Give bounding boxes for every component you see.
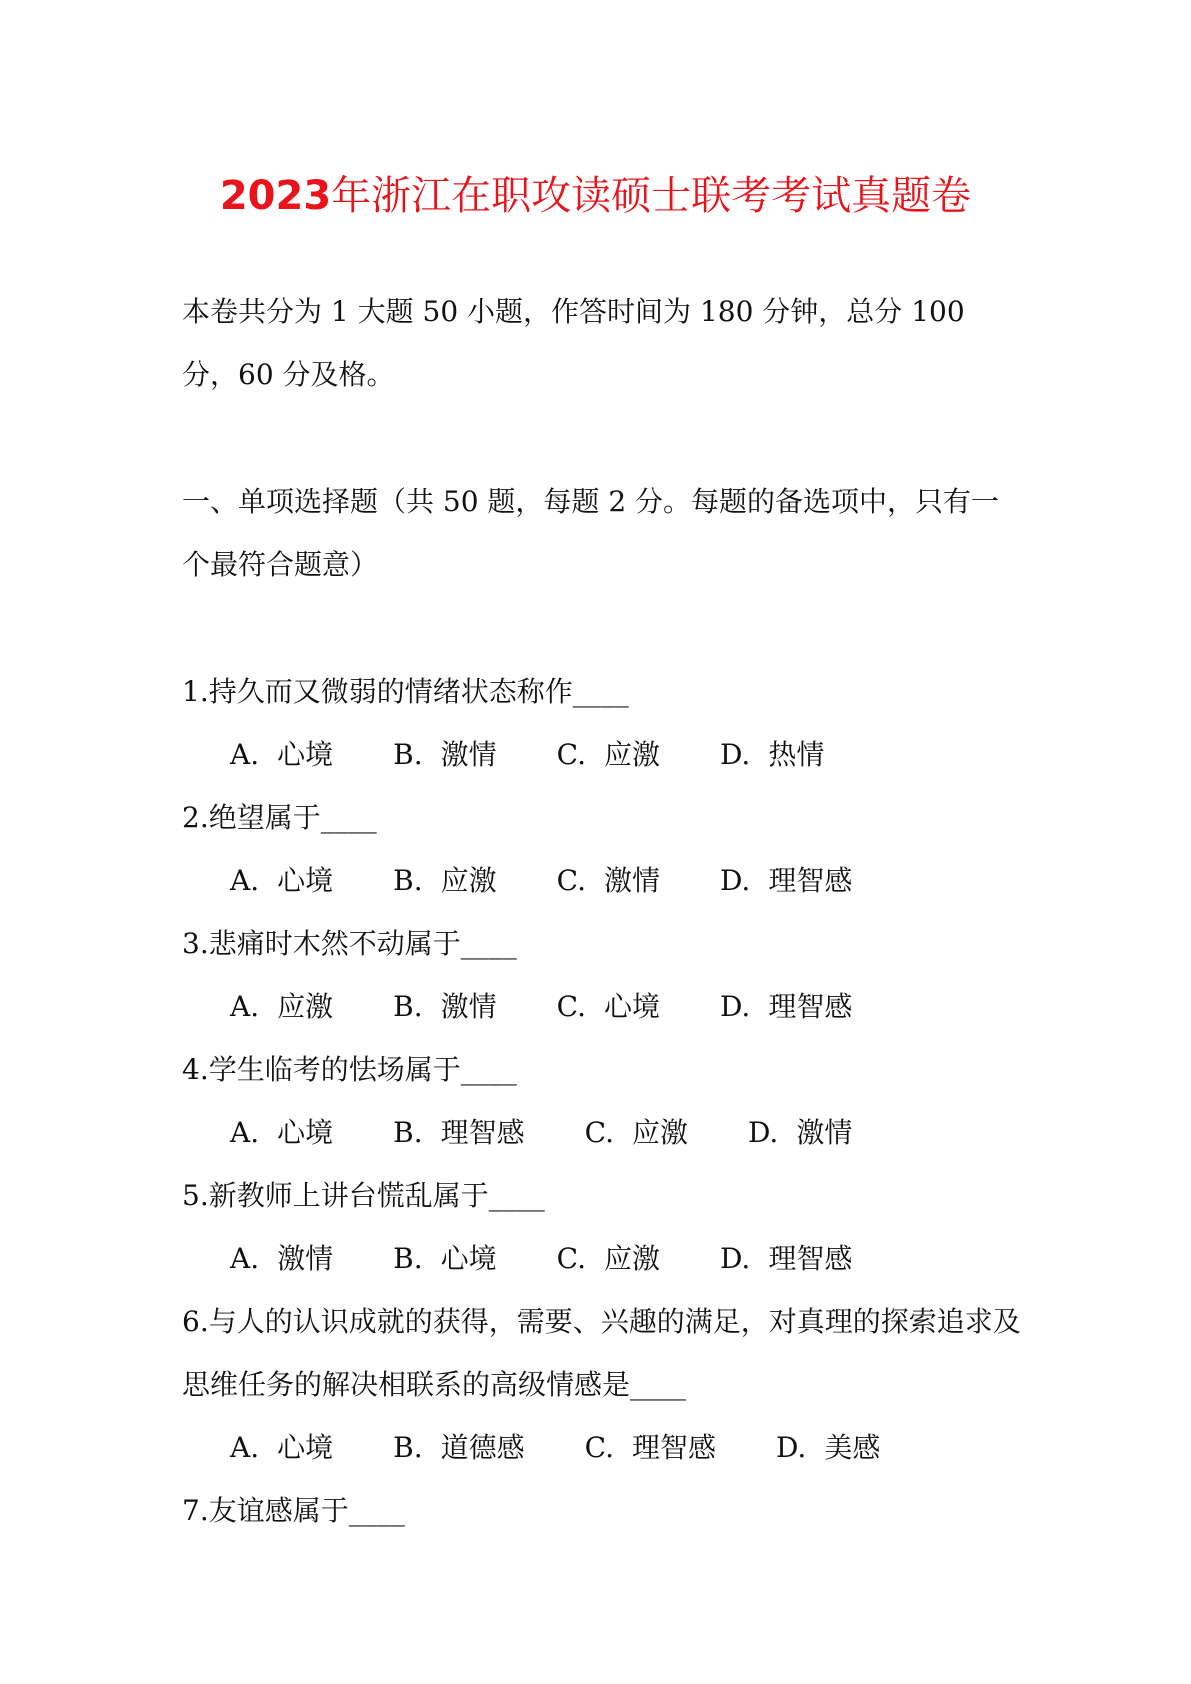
- option-text: 激情: [796, 1116, 853, 1149]
- option-letter: C.: [556, 990, 586, 1023]
- option-letter: B.: [393, 1431, 423, 1464]
- option-letter: A.: [230, 1242, 260, 1275]
- option-text: 激情: [440, 990, 497, 1023]
- option-letter: C.: [556, 738, 586, 771]
- answer-option: [557, 1227, 660, 1290]
- option-text: 应激: [631, 1116, 688, 1149]
- option-text: 热情: [768, 738, 825, 771]
- answer-option: [748, 1101, 852, 1164]
- option-letter: D.: [719, 864, 751, 897]
- answer-option: [230, 723, 333, 786]
- question-stem: 1.持久而又微弱的情绪状态称作____: [182, 675, 629, 708]
- answer-option: [393, 975, 497, 1038]
- title-text: 年浙江在职攻读硕士联考考试真题卷: [331, 173, 972, 219]
- question-item: [182, 1479, 1022, 1542]
- option-text: 激情: [277, 1242, 334, 1275]
- option-letter: A.: [230, 864, 260, 897]
- answer-option: [393, 723, 497, 786]
- question-options: [182, 1101, 1022, 1164]
- option-letter: D.: [775, 1431, 807, 1464]
- question-options: [182, 849, 1022, 912]
- question-stem: 2.绝望属于____: [182, 801, 377, 834]
- question-stem: 5.新教师上讲台慌乱属于____: [182, 1179, 545, 1212]
- option-text: 心境: [440, 1242, 497, 1275]
- option-text: 激情: [440, 738, 497, 771]
- option-letter: B.: [393, 1242, 423, 1275]
- option-letter: B.: [393, 738, 423, 771]
- option-text: 心境: [277, 1116, 334, 1149]
- answer-option: [230, 849, 333, 912]
- option-text: 应激: [603, 1242, 660, 1275]
- document-title: [0, 168, 1191, 224]
- option-text: 理智感: [768, 990, 853, 1023]
- answer-option: [557, 723, 660, 786]
- option-text: 理智感: [631, 1431, 716, 1464]
- answer-option: [585, 1416, 716, 1479]
- question-options: [182, 975, 1022, 1038]
- option-letter: A.: [230, 738, 260, 771]
- option-text: 应激: [603, 738, 660, 771]
- question-options: [182, 723, 1022, 786]
- option-letter: C.: [556, 1242, 586, 1275]
- answer-option: [393, 1416, 525, 1479]
- option-letter: D.: [719, 1242, 751, 1275]
- question-stem: 6.与人的认识成就的获得，需要、兴趣的满足，对真理的探索追求及思维任务的解决相联系的高级情感是____: [182, 1305, 1021, 1401]
- question-options: [182, 1227, 1022, 1290]
- option-text: 心境: [603, 990, 660, 1023]
- option-text: 心境: [277, 738, 334, 771]
- answer-option: [230, 975, 333, 1038]
- option-text: 理智感: [768, 1242, 853, 1275]
- answer-option: [720, 1227, 852, 1290]
- question-stem: 4.学生临考的怯场属于____: [182, 1053, 517, 1086]
- exam-intro: 本卷共分为 1 大题 50 小题，作答时间为 180 分钟，总分 100 分，60 分及格。: [182, 295, 965, 391]
- answer-option: [720, 975, 852, 1038]
- option-letter: C.: [584, 1116, 614, 1149]
- option-text: 美感: [824, 1431, 881, 1464]
- option-text: 理智感: [768, 864, 853, 897]
- question-item: [182, 1038, 1022, 1164]
- option-letter: D.: [747, 1116, 779, 1149]
- answer-option: [557, 975, 660, 1038]
- title-year: 2023: [219, 173, 332, 219]
- question-list: [182, 660, 1022, 1542]
- option-text: 应激: [440, 864, 497, 897]
- option-text: 心境: [277, 864, 334, 897]
- option-letter: B.: [393, 1116, 423, 1149]
- section-heading: 一、单项选择题（共 50 题，每题 2 分。每题的备选项中，只有一个最符合题意）: [182, 485, 1000, 581]
- answer-option: [230, 1416, 333, 1479]
- question-stem: 7.友谊感属于____: [182, 1494, 405, 1527]
- question-options: [182, 1416, 1022, 1479]
- option-letter: A.: [230, 1431, 260, 1464]
- option-letter: A.: [230, 1116, 260, 1149]
- option-letter: D.: [719, 738, 751, 771]
- answer-option: [557, 849, 660, 912]
- answer-option: [230, 1101, 333, 1164]
- option-text: 激情: [603, 864, 660, 897]
- option-letter: B.: [393, 864, 423, 897]
- option-letter: D.: [719, 990, 751, 1023]
- answer-option: [776, 1416, 880, 1479]
- option-text: 心境: [277, 1431, 334, 1464]
- question-stem: 3.悲痛时木然不动属于____: [182, 927, 517, 960]
- option-text: 道德感: [440, 1431, 525, 1464]
- question-item: [182, 786, 1022, 912]
- option-letter: C.: [584, 1431, 614, 1464]
- option-text: 理智感: [440, 1116, 525, 1149]
- question-item: [182, 660, 1022, 786]
- question-item: [182, 1290, 1022, 1479]
- option-letter: A.: [230, 990, 260, 1023]
- option-text: 应激: [277, 990, 334, 1023]
- answer-option: [393, 849, 497, 912]
- question-item: [182, 912, 1022, 1038]
- answer-option: [393, 1227, 497, 1290]
- option-letter: C.: [556, 864, 586, 897]
- option-letter: B.: [393, 990, 423, 1023]
- answer-option: [230, 1227, 333, 1290]
- answer-option: [585, 1101, 688, 1164]
- answer-option: [393, 1101, 525, 1164]
- answer-option: [720, 849, 852, 912]
- question-item: [182, 1164, 1022, 1290]
- answer-option: [720, 723, 824, 786]
